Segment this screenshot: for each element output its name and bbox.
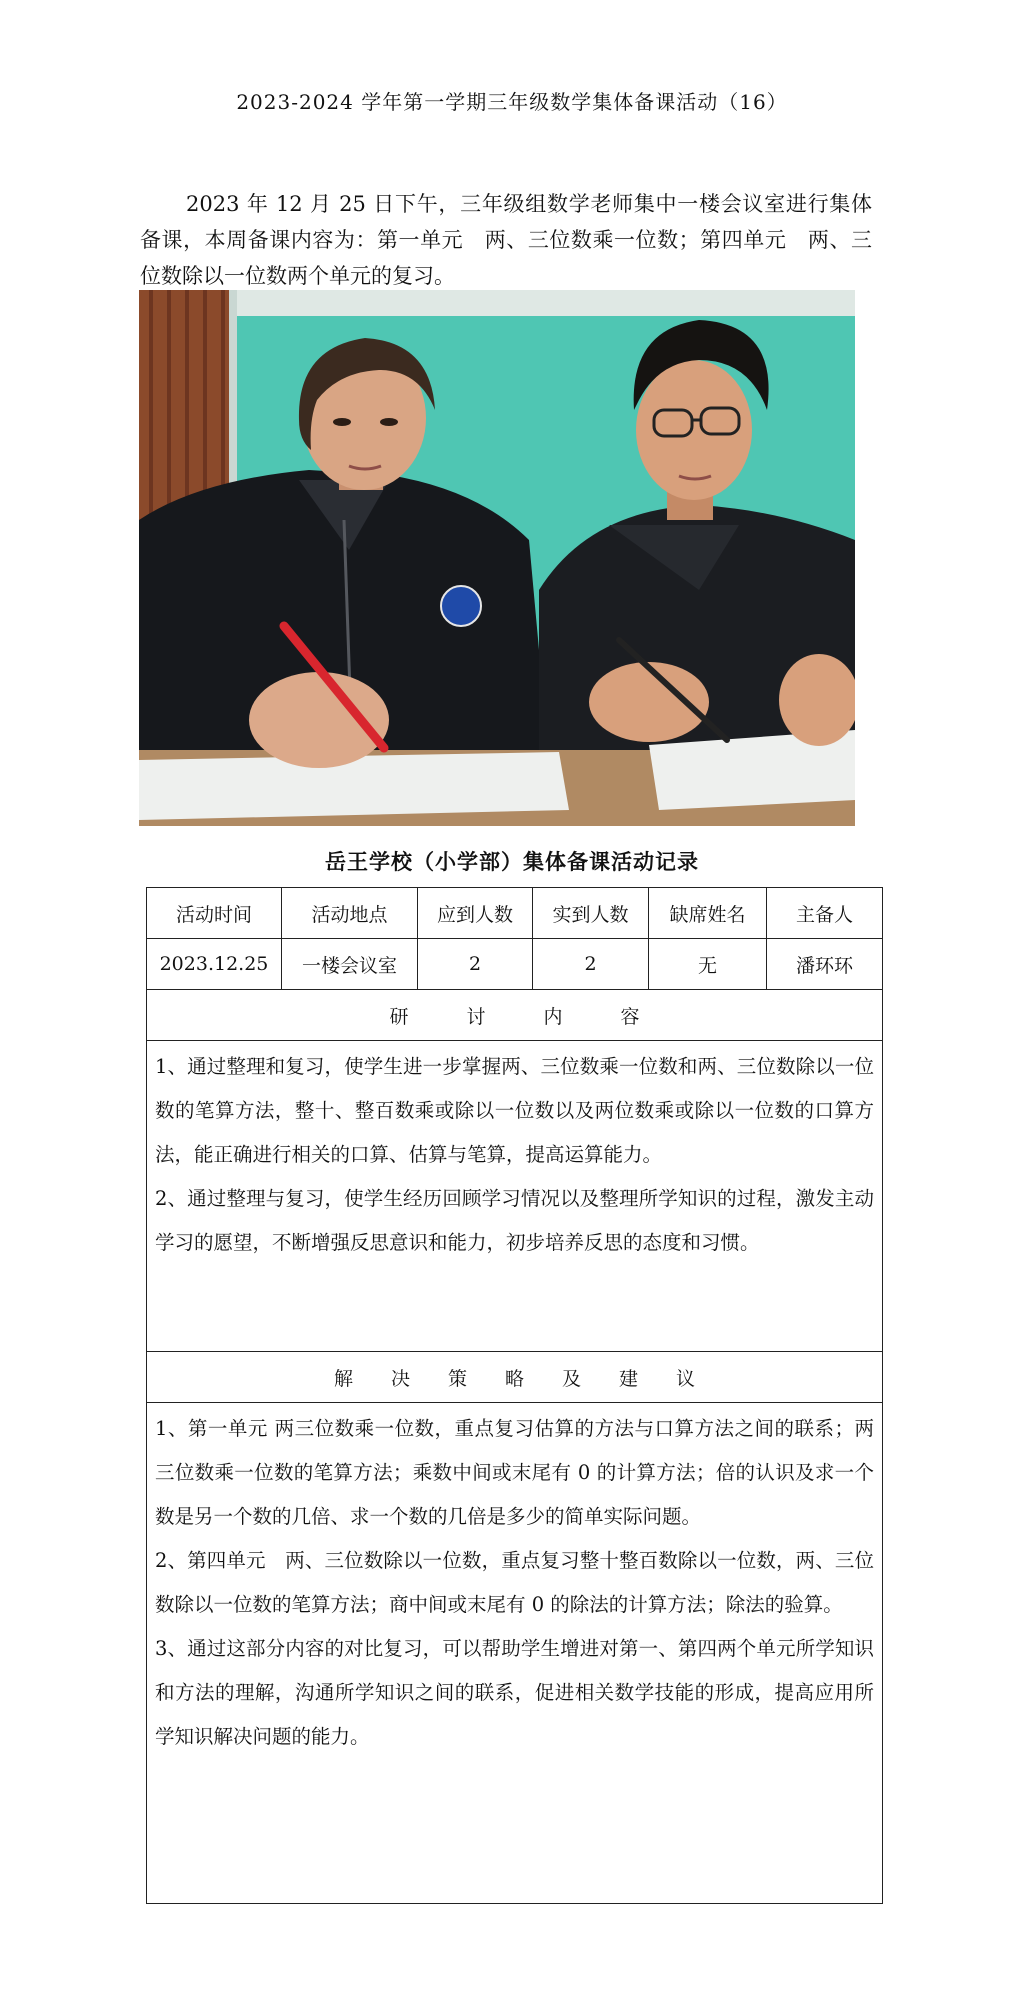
strategy-item: 2、第四单元 两、三位数除以一位数，重点复习整十整百数除以一位数，两、三位数除以一位数的笔算方法；商中间或末尾有 0 的除法的计算方法；除法的验算。 xyxy=(155,1549,874,1616)
discussion-heading-row xyxy=(147,990,883,1041)
discussion-heading xyxy=(147,990,883,1041)
value-cell-lead: 潘环环 xyxy=(767,939,883,990)
strategy-heading-row xyxy=(147,1352,883,1403)
value-cell-actual: 2 xyxy=(533,939,649,990)
page-title: 2023-2024 学年第一学期三年级数学集体备课活动（16） xyxy=(236,90,788,114)
strategy-heading xyxy=(147,1352,883,1403)
strategy-heading-label: 解决策略及建议 xyxy=(333,1367,733,1390)
activity-photo xyxy=(139,290,855,826)
strategy-body-row xyxy=(147,1403,883,1904)
header-cell-lead: 主备人 xyxy=(767,888,883,939)
discussion-item: 2、通过整理与复习，使学生经历回顾学习情况以及整理所学知识的过程，激发主动学习的愿望，不断增强反思意识和能力，初步培养反思的态度和习惯。 xyxy=(155,1187,874,1254)
discussion-heading-label: 研讨内容 xyxy=(389,1005,698,1028)
header-cell-actual: 实到人数 xyxy=(533,888,649,939)
record-table xyxy=(146,887,883,1904)
intro-paragraph: 2023 年 12 月 25 日下午，三年级组数学老师集中一楼会议室进行集体备课，本周备课内容为：第一单元 两、三位数乘一位数；第四单元 两、三位数除以一位数两个单元的复习。 xyxy=(140,192,872,288)
header-cell-expected: 应到人数 xyxy=(418,888,533,939)
discussion-item: 1、通过整理和复习，使学生进一步掌握两、三位数乘一位数和两、三位数除以一位数的笔算方法，整十、整百数乘或除以一位数以及两位数乘或除以一位数的口算方法，能正确进行相关的口算、估算与笔算，提高运算能力。 xyxy=(155,1055,874,1166)
record-title: 岳王学校（小学部）集体备课活动记录 xyxy=(325,849,699,874)
strategy-body xyxy=(147,1403,883,1904)
header-cell-time: 活动时间 xyxy=(147,888,282,939)
value-row xyxy=(147,939,883,990)
header-cell-place: 活动地点 xyxy=(282,888,418,939)
value-cell-expected: 2 xyxy=(418,939,533,990)
discussion-body xyxy=(147,1041,883,1352)
value-cell-place: 一楼会议室 xyxy=(282,939,418,990)
discussion-body-row xyxy=(147,1041,883,1352)
strategy-item: 1、第一单元 两三位数乘一位数，重点复习估算的方法与口算方法之间的联系；两三位数乘一位数的笔算方法；乘数中间或末尾有 0 的计算方法；倍的认识及求一个数是另一个数的几倍、求一个数的几倍是多少的简单实际问题。 xyxy=(155,1417,874,1528)
header-row xyxy=(147,888,883,939)
strategy-item: 3、通过这部分内容的对比复习，可以帮助学生增进对第一、第四两个单元所学知识和方法的理解，沟通所学知识之间的联系，促进相关数学技能的形成，提高应用所学知识解决问题的能力。 xyxy=(155,1637,874,1748)
value-cell-absent: 无 xyxy=(649,939,767,990)
value-cell-time: 2023.12.25 xyxy=(147,939,282,990)
header-cell-absent: 缺席姓名 xyxy=(649,888,767,939)
